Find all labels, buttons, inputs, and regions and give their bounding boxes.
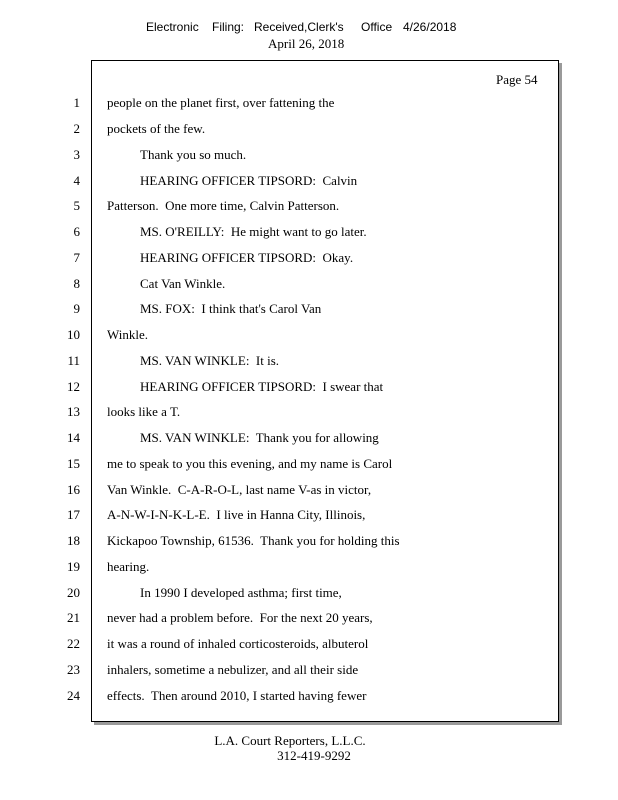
footer-firm-name: L.A. Court Reporters, L.L.C. [214,733,366,748]
line-number: 2 [73,121,80,136]
line-text: Thank you so much. [140,147,247,162]
line-text: HEARING OFFICER TIPSORD: Okay. [140,250,354,265]
line-text: HEARING OFFICER TIPSORD: Calvin [140,173,358,188]
line-text: me to speak to you this evening, and my name is Carol [107,456,393,471]
line-text: Kickapoo Township, 61536. Thank you for holding this [107,533,400,548]
line-number: 18 [67,533,80,548]
line-number: 5 [73,198,80,213]
page-number: Page 54 [496,72,538,87]
line-number: 24 [67,688,80,703]
line-text: MS. VAN WINKLE: Thank you for allowing [140,430,379,445]
line-number: 13 [67,404,80,419]
line-number: 1 [73,95,80,110]
line-number: 20 [67,585,80,600]
line-number: 22 [67,636,80,651]
line-text: it was a round of inhaled corticosteroids, albuterol [107,636,369,651]
line-number: 16 [67,482,80,497]
line-number: 23 [67,662,80,677]
line-number: 10 [67,327,80,342]
line-text: HEARING OFFICER TIPSORD: I swear that [140,379,384,394]
line-text: effects. Then around 2010, I started having fewer [107,688,367,703]
line-number: 6 [73,224,80,239]
line-text: Van Winkle. C-A-R-O-L, last name V-as in victor, [107,482,372,497]
line-text: Patterson. One more time, Calvin Patterson. [107,198,340,213]
line-number: 21 [67,610,80,625]
stamp-label-received: Received,Clerk's [254,20,344,34]
line-number: 15 [67,456,80,471]
line-text: MS. O'REILLY: He might want to go later. [140,224,367,239]
line-number: 11 [67,353,80,368]
line-number: 3 [73,147,80,162]
filed-date: April 26, 2018 [268,36,345,51]
line-number: 17 [67,507,80,522]
line-number: 12 [67,379,80,394]
line-text: Cat Van Winkle. [140,276,226,291]
footer-phone: 312-419-9292 [277,748,351,763]
line-text: looks like a T. [107,404,181,419]
line-text: MS. FOX: I think that's Carol Van [140,301,322,316]
stamp-label-filing: Filing: [212,20,245,34]
stamp-label-electronic: Electronic [146,20,199,34]
stamp-date: 4/26/2018 [403,20,457,34]
line-text: In 1990 I developed asthma; first time, [140,585,342,600]
line-number: 7 [73,250,80,265]
line-text: Winkle. [107,327,148,342]
line-text: pockets of the few. [107,121,206,136]
line-number: 4 [73,173,80,188]
line-text: hearing. [107,559,150,574]
line-number: 14 [67,430,80,445]
line-text: never had a problem before. For the next 20 years, [107,610,373,625]
line-text: people on the planet first, over fattening the [107,95,335,110]
line-number: 8 [73,276,80,291]
stamp-label-office: Office [361,20,393,34]
line-number: 9 [73,301,80,316]
line-number: 19 [67,559,80,574]
line-text: A-N-W-I-N-K-L-E. I live in Hanna City, Illinois, [107,507,366,522]
line-text: inhalers, sometime a nebulizer, and all their side [107,662,359,677]
line-text: MS. VAN WINKLE: It is. [140,353,280,368]
